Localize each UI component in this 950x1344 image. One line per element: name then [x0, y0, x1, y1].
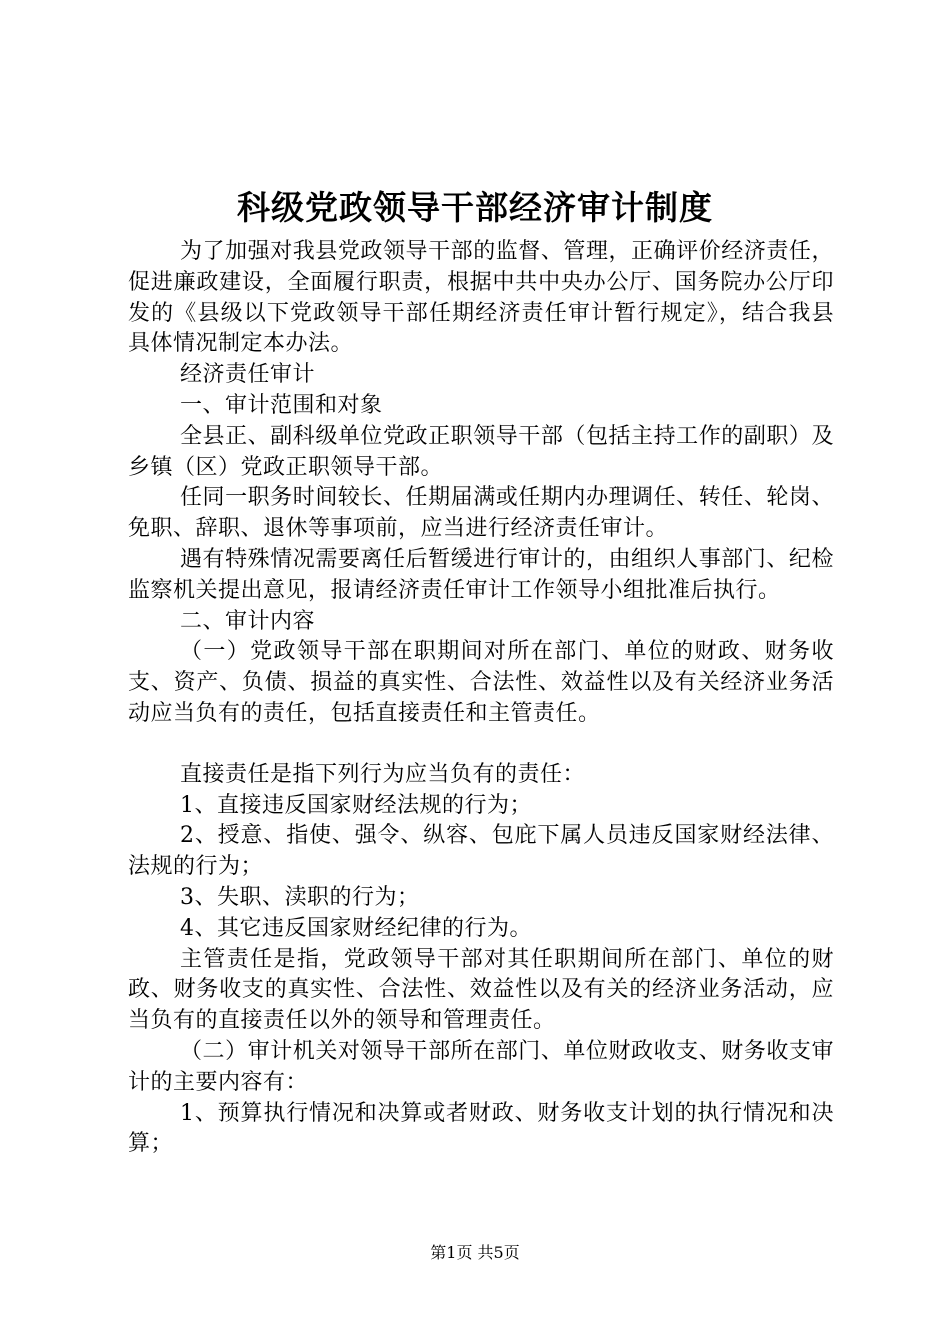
document-title: 科级党政领导干部经济审计制度: [237, 188, 713, 227]
paragraph-scope-targets: 全县正、副科级单位党政正职领导干部（包括主持工作的副职）及乡镇（区）党政正职领导干部。: [128, 423, 834, 480]
list-item-direct-2: 2、授意、指使、强令、纵容、包庇下属人员违反国家财经法律、法规的行为；: [128, 823, 834, 880]
paragraph-scope-deferral: 遇有特殊情况需要离任后暂缓进行审计的，由组织人事部门、纪检监察机关提出意见，报请经济责任审计工作领导小组批准后执行。: [128, 546, 834, 603]
list-item-direct-3: 3、失职、渎职的行为；: [180, 884, 420, 910]
paragraph-content-1: （一）党政领导干部在职期间对所在部门、单位的财政、财务收支、资产、负债、损益的真实性、合法性、效益性以及有关经济业务活动应当负有的责任，包括直接责任和主管责任。: [128, 639, 834, 726]
list-item-direct-4: 4、其它违反国家财经纪律的行为。: [180, 915, 532, 941]
paragraph-content-2: （二）审计机关对领导干部所在部门、单位财政收支、财务收支审计的主要内容有：: [128, 1038, 834, 1095]
paragraph-scope-timing: 任同一职务时间较长、任期届满或任期内办理调任、转任、轮岗、免职、辞职、退休等事项前，应当进行经济责任审计。: [128, 485, 834, 542]
document-body: [128, 237, 834, 1160]
paragraph-intro: 为了加强对我县党政领导干部的监督、管理，正确评价经济责任，促进廉政建设，全面履行职责，根据中共中央办公厅、国务院办公厅印发的《县级以下党政领导干部任期经济责任审计暂行规定》，结合我县具体情况制定本办法。: [128, 239, 834, 357]
page-number-footer: 第1页 共5页: [430, 1243, 520, 1262]
list-item-direct-1: 1、直接违反国家财经法规的行为；: [180, 792, 532, 818]
section-heading-content: 二、审计内容: [180, 608, 316, 634]
paragraph-supervisory-responsibility: 主管责任是指，党政领导干部对其任职期间所在部门、单位的财政、财务收支的真实性、合法性、效益性以及有关的经济业务活动，应当负有的直接责任以外的领导和管理责任。: [128, 946, 834, 1034]
paragraph-direct-responsibility: 直接责任是指下列行为应当负有的责任：: [180, 761, 586, 787]
section-heading-scope: 一、审计范围和对象: [180, 392, 383, 418]
list-item-content-2-1: 1、预算执行情况和决算或者财政、财务收支计划的执行情况和决算；: [128, 1100, 834, 1157]
paragraph-heading-audit: 经济责任审计: [180, 362, 316, 388]
